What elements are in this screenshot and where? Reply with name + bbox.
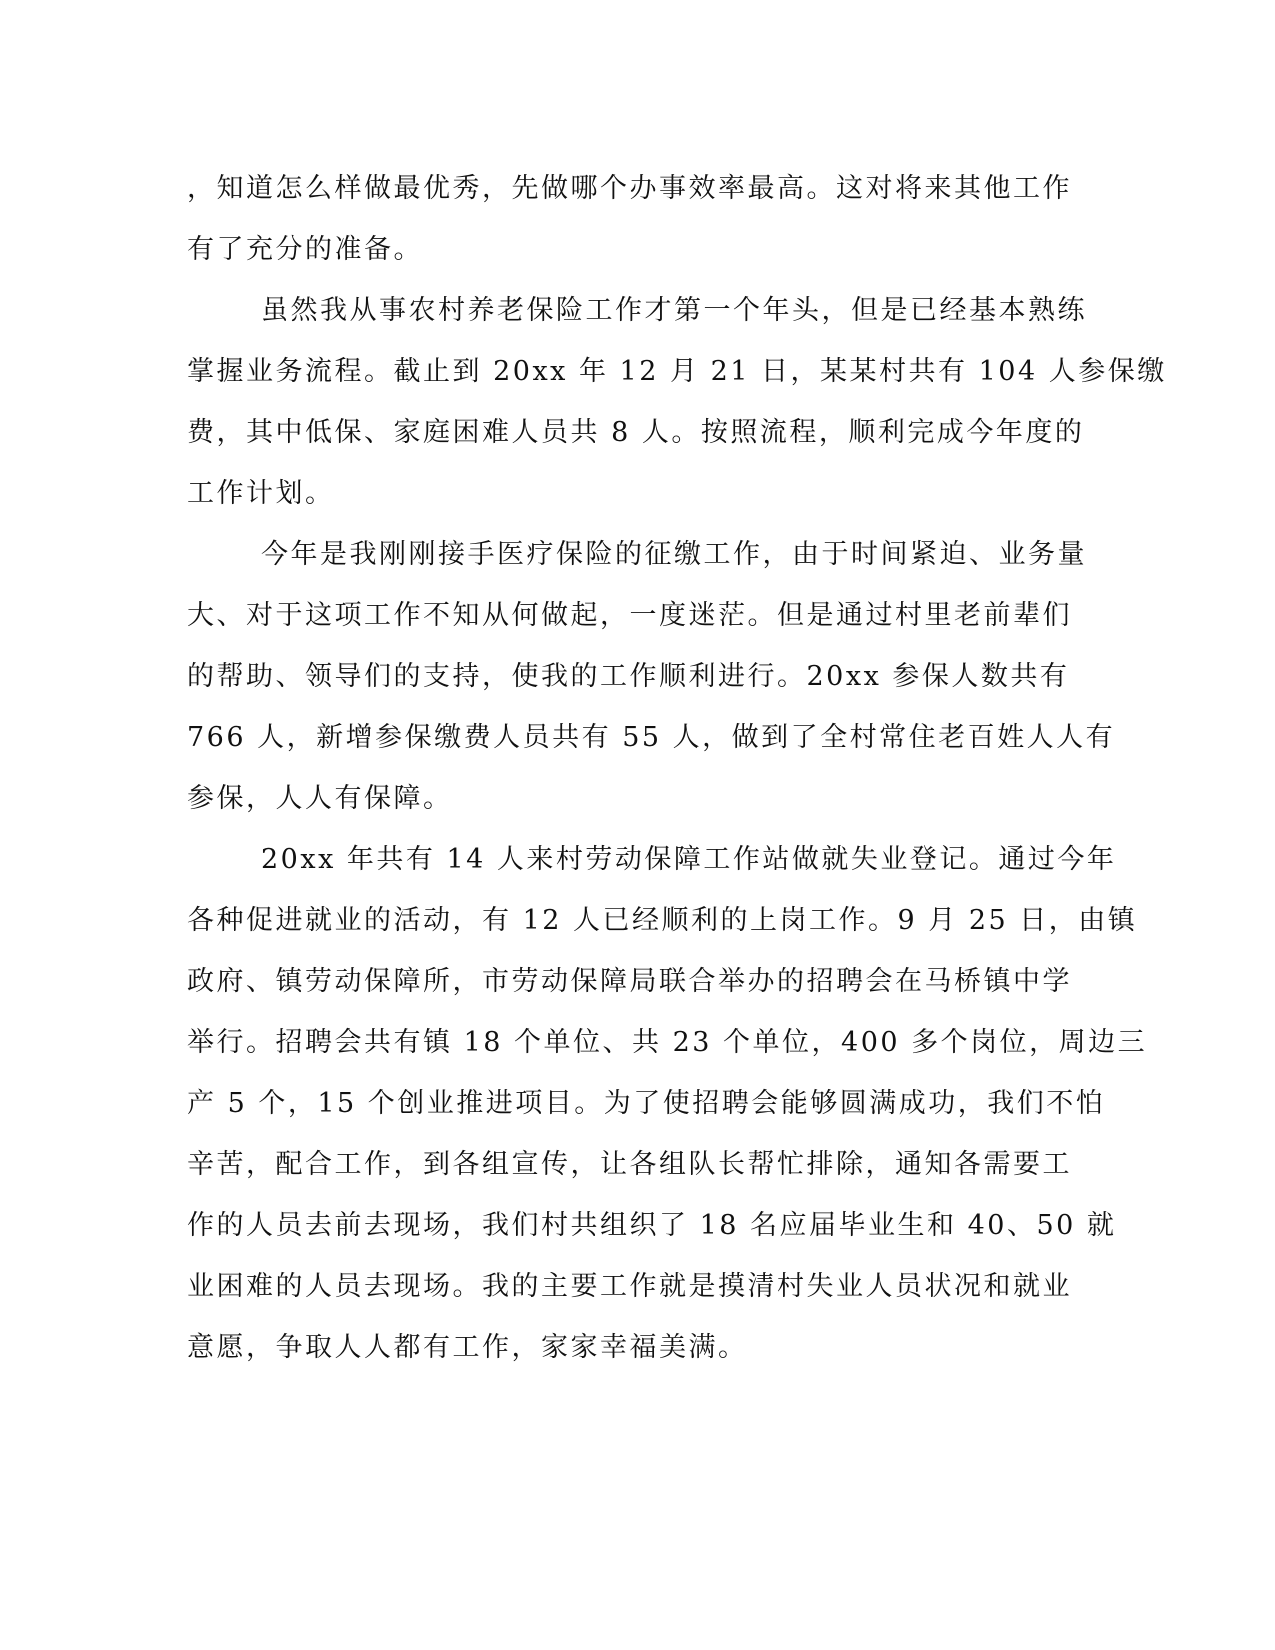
text-line: 各种促进就业的活动，有 12 人已经顺利的上岗工作。9 月 25 日，由镇	[187, 905, 1138, 936]
paragraph-first-line: 今年是我刚刚接手医疗保险的征缴工作，由于时间紧迫、业务量	[261, 539, 1087, 570]
text-line: 掌握业务流程。截止到 20xx 年 12 月 21 日，某某村共有 104 人参保缴	[187, 356, 1167, 387]
text-line: 辛苦，配合工作，到各组宣传，让各组队长帮忙排除，通知各需要工	[187, 1149, 1072, 1180]
text-line: 政府、镇劳动保障所，市劳动保障局联合举办的招聘会在马桥镇中学	[187, 966, 1072, 997]
text-line: 大、对于这项工作不知从何做起，一度迷茫。但是通过村里老前辈们	[187, 600, 1072, 631]
text-line: 作的人员去前去现场，我们村共组织了 18 名应届毕业生和 40、50 就	[187, 1210, 1117, 1241]
paragraph-first-line: 20xx 年共有 14 人来村劳动保障工作站做就失业登记。通过今年	[261, 844, 1117, 875]
text-line: 参保，人人有保障。	[187, 783, 453, 814]
text-line: 业困难的人员去现场。我的主要工作就是摸清村失业人员状况和就业	[187, 1271, 1072, 1302]
paragraph-first-line: 虽然我从事农村养老保险工作才第一个年头，但是已经基本熟练	[261, 295, 1087, 326]
text-line: 有了充分的准备。	[187, 234, 423, 265]
text-line: ，知道怎么样做最优秀，先做哪个办事效率最高。这对将来其他工作	[187, 173, 1072, 204]
text-line: 费，其中低保、家庭困难人员共 8 人。按照流程，顺利完成今年度的	[187, 417, 1085, 448]
text-line: 产 5 个，15 个创业推进项目。为了使招聘会能够圆满成功，我们不怕	[187, 1088, 1106, 1119]
text-line: 的帮助、领导们的支持，使我的工作顺利进行。20xx 参保人数共有	[187, 661, 1070, 692]
text-line: 举行。招聘会共有镇 18 个单位、共 23 个单位，400 多个岗位，周边三	[187, 1027, 1148, 1058]
document-body	[187, 158, 1167, 1378]
text-line: 766 人，新增参保缴费人员共有 55 人，做到了全村常住老百姓人人有	[187, 722, 1116, 753]
text-line: 工作计划。	[187, 478, 335, 509]
text-line: 意愿，争取人人都有工作，家家幸福美满。	[187, 1332, 748, 1363]
